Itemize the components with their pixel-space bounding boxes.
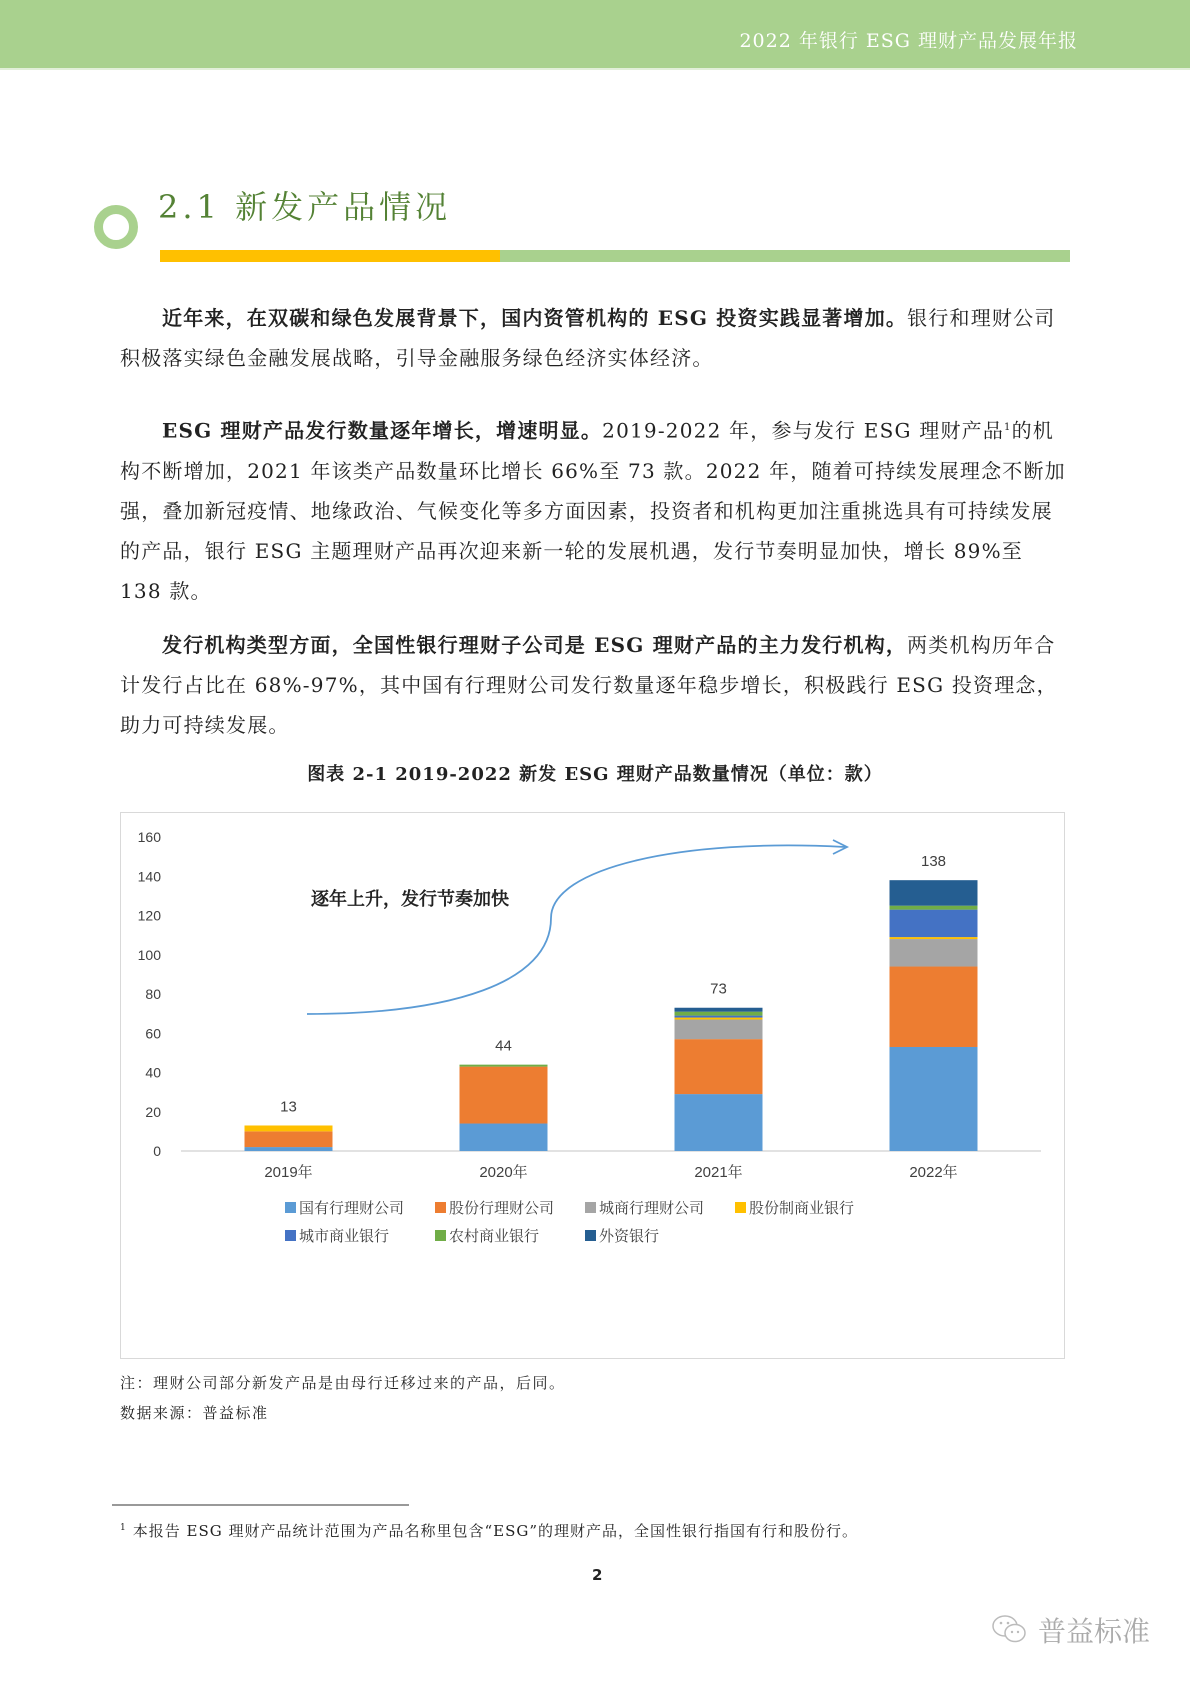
bar-segment [675, 1018, 763, 1020]
bar-segment [460, 1124, 548, 1151]
footnote [120, 1520, 858, 1541]
report-title: 2022 年银行 ESG 理财产品发展年报 [739, 30, 1078, 52]
bar-segment [245, 1131, 333, 1147]
footnote-text: 本报告 ESG 理财产品统计范围为产品名称里包含“ESG”的理财产品，全国性银行指国有行和股份行。 [132, 1522, 859, 1540]
paragraph-3-body: 两类机构历年合计发行占比在 68%-97%，其中国有行理财公司发行数量逐年稳步增长，积极践行 ESG 投资理念，助力可持续发展。 [120, 633, 1058, 737]
x-tick-label: 2022年 [909, 1164, 958, 1181]
section-ring-icon [94, 205, 138, 249]
footnote-ref[interactable]: 1 [1004, 422, 1012, 433]
bar-segment [460, 1065, 548, 1067]
bar-segment [675, 1020, 763, 1040]
paragraph-2-body-a: 2019-2022 年，参与发行 ESG 理财产品 [602, 418, 1005, 443]
paragraph-2-lead: ESG 理财产品发行数量逐年增长，增速明显。 [162, 418, 603, 443]
x-tick-label: 2021年 [694, 1164, 743, 1181]
chart-frame [120, 812, 1065, 1359]
y-tick-label: 140 [137, 868, 161, 885]
bar-segment [675, 1016, 763, 1018]
y-tick-label: 60 [145, 1025, 161, 1042]
bar-segment [890, 939, 978, 966]
legend-label: 股份行理财公司 [449, 1199, 555, 1217]
chart-annotation: 逐年上升，发行节奏加快 [311, 889, 509, 910]
bar-total-label: 73 [710, 980, 727, 998]
section-title: 2.1 新发产品情况 [158, 188, 452, 226]
bar-total-label: 44 [495, 1037, 512, 1055]
bar-segment [890, 1047, 978, 1151]
x-tick-label: 2019年 [264, 1164, 313, 1181]
legend-swatch [435, 1230, 446, 1241]
paragraph-3-lead: 发行机构类型方面，全国性银行理财子公司是 ESG 理财产品的主力发行机构， [162, 633, 908, 657]
y-tick-label: 20 [145, 1103, 161, 1120]
y-tick-label: 0 [153, 1143, 161, 1159]
legend-swatch [285, 1202, 296, 1213]
legend-swatch [735, 1202, 746, 1213]
legend-swatch [435, 1202, 446, 1213]
paragraph-1 [120, 298, 1070, 378]
figure-title: 图表 2-1 2019-2022 新发 ESG 理财产品数量情况（单位：款） [307, 764, 883, 785]
legend-label: 外资银行 [599, 1227, 660, 1245]
bar-segment [245, 1125, 333, 1131]
legend-label: 城市商业银行 [299, 1227, 390, 1245]
y-tick-label: 80 [145, 986, 161, 1002]
section-divider-green [500, 250, 1070, 262]
watermark-text: 普益标准 [1038, 1615, 1151, 1648]
footnote-divider [112, 1504, 409, 1506]
legend-swatch [285, 1230, 296, 1241]
paragraph-3 [120, 625, 1070, 745]
bar-segment [675, 1039, 763, 1094]
legend-label: 农村商业银行 [449, 1227, 540, 1245]
y-tick-label: 100 [137, 946, 161, 963]
bar-segment [675, 1094, 763, 1151]
bar-segment [675, 1012, 763, 1016]
y-tick-label: 40 [145, 1064, 161, 1081]
bar-segment [890, 967, 978, 1047]
bar-segment [890, 880, 978, 906]
page-number: 2 [592, 1566, 603, 1584]
data-source: 数据来源：普益标准 [120, 1404, 269, 1422]
wechat-icon [990, 1613, 1030, 1647]
paragraph-2 [120, 408, 1070, 611]
header-band [0, 0, 1190, 70]
legend-swatch [585, 1230, 596, 1241]
bar-total-label: 13 [280, 1098, 297, 1116]
x-tick-label: 2020年 [479, 1164, 528, 1181]
trend-arrow [307, 845, 845, 1014]
y-tick-label: 160 [137, 829, 161, 845]
legend-label: 城商行理财公司 [599, 1199, 705, 1217]
bar-segment [890, 937, 978, 939]
watermark [990, 1610, 1150, 1650]
bar-segment [245, 1147, 333, 1151]
bar-segment [460, 1067, 548, 1124]
bar-segment [890, 906, 978, 910]
paragraph-2-body-b: 的机构不断增加，2021 年该类产品数量环比增长 66%至 73 款。2022 年，随着可持续发展理念不断加强，叠加新冠疫情、地缘政治、气候变化等多方面因素，投资者和机构更加注重挑选具有可持续发展的产品，银行 ESG 主题理财产品再次迎来新一轮的发展机遇，发行节奏明显加快，增长 89%至 138 款。 [120, 418, 1066, 603]
legend-swatch [585, 1202, 596, 1213]
stacked-bar-chart [121, 813, 1064, 1358]
bar-total-label: 138 [920, 853, 947, 871]
bar-segment [675, 1008, 763, 1012]
legend-label: 股份制商业银行 [749, 1199, 855, 1217]
paragraph-1-body: 银行和理财公司积极落实绿色金融发展战略，引导金融服务绿色经济实体经济。 [120, 306, 1056, 370]
chart-note: 注：理财公司部分新发产品是由母行迁移过来的产品，后同。 [120, 1374, 566, 1392]
paragraph-1-lead: 近年来，在双碳和绿色发展背景下，国内资管机构的 ESG 投资实践显著增加。 [162, 306, 908, 330]
bar-segment [890, 910, 978, 937]
y-tick-label: 120 [137, 907, 161, 924]
footnote-mark: 1 [120, 1523, 127, 1533]
section-divider-yellow [160, 250, 500, 262]
legend-label: 国有行理财公司 [299, 1199, 405, 1217]
